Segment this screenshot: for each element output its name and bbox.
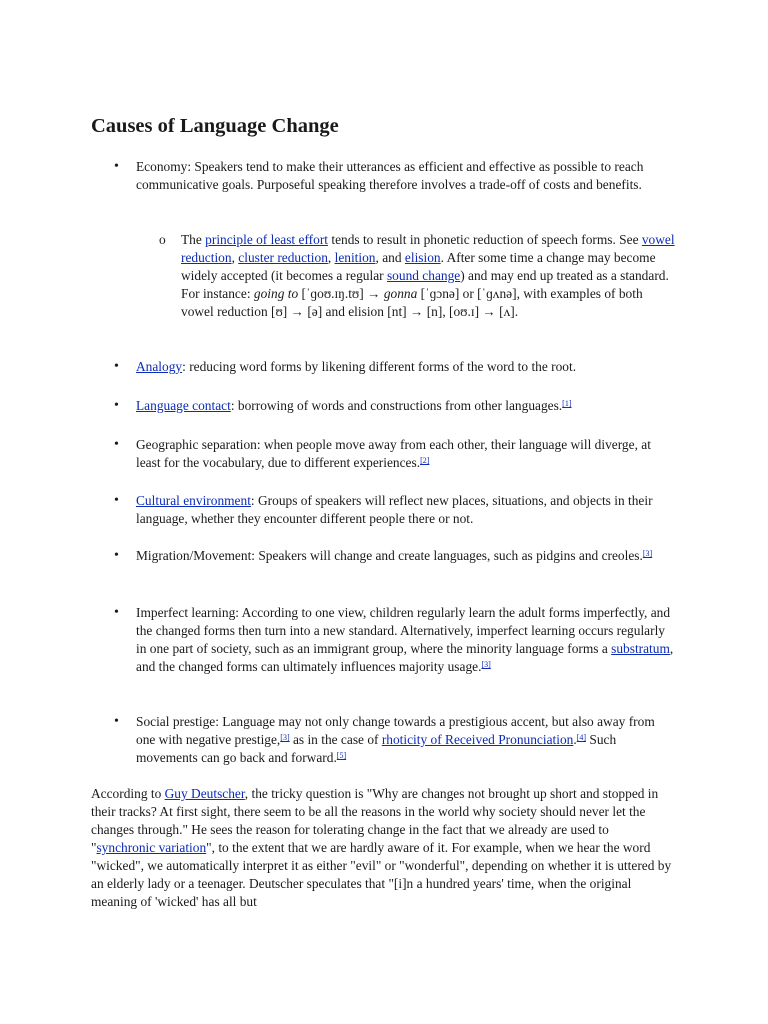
- prestige-text-2: as in the case of: [289, 732, 382, 747]
- sub-text-4: ) and may end up treated as a standard. For instance:: [181, 268, 669, 301]
- cultural-environment-link[interactable]: Cultural environment: [136, 493, 251, 508]
- example-going-to: going to: [253, 286, 299, 301]
- sub-sep-2: ,: [327, 250, 335, 265]
- footnote-ref-3[interactable]: [3]: [642, 549, 653, 558]
- substratum-link[interactable]: substratum: [611, 641, 670, 656]
- sub-list-item-least-effort: [159, 231, 676, 321]
- sub-sep-1: ,: [231, 250, 239, 265]
- footnote-ref-5[interactable]: [5]: [336, 751, 347, 760]
- footnote-ref-1[interactable]: [1]: [562, 399, 572, 408]
- page-title: Causes of Language Change: [91, 115, 339, 137]
- prestige-text-3: Such movements can go back and forward.: [136, 732, 617, 765]
- geographic-text: Geographic separation: when people move away from each other, their language will diverge, at least for the vocabulary, due to different experiences.: [136, 437, 651, 470]
- deutscher-text-3: ", to the extent that we are hardly aware of it. For example, when we hear the word "wicked", we automatically interpret it as either "evil" or "wonderful", depending on whether it is uttered by an elderly lady or a teenager. Deutscher speculates that "[i]n a hundred years' time, when the original meaning of 'wicked' has all but: [91, 840, 672, 909]
- sub-text-2: tends to result in phonetic reduction of speech forms. See: [328, 232, 642, 247]
- deutscher-text-1: According to: [91, 786, 165, 801]
- list-item-cultural: [136, 492, 676, 528]
- sub-text-3: . After some time a change may become widely accepted (it becomes a regular: [181, 250, 656, 283]
- list-item-language-contact: [136, 397, 676, 415]
- sub-text-6: [ˈɡɔnə] or [ˈɡʌnə], with examples of both vowel reduction [ʊ] → [ə] and elision [nt] → [n], [oʊ.ɪ] → [ʌ].: [181, 286, 643, 319]
- sub-text-5: [ˈɡoʊ.ɪŋ.tʊ] →: [298, 286, 384, 301]
- sound-change-link[interactable]: sound change: [386, 268, 461, 283]
- list-item-analogy: [136, 358, 676, 376]
- cluster-reduction-link[interactable]: cluster reduction: [238, 250, 328, 265]
- elision-link[interactable]: elision: [404, 250, 441, 265]
- sub-bullet-marker: o: [159, 232, 166, 247]
- rhoticity-link[interactable]: rhoticity of Received Pronunciation: [381, 732, 574, 747]
- imperfect-text-2: , and the changed forms can ultimately influences majority usage.: [136, 641, 674, 674]
- deutscher-text-2: , the tricky question is "Why are changes not brought up short and stopped in their tracks? At first sight, there seem to be all the reasons in the world why society should never let the changes through." He sees the reason for tolerating change in the fact that we already are used to ": [91, 786, 659, 855]
- list-item-economy: [136, 158, 676, 194]
- guy-deutscher-link[interactable]: Guy Deutscher: [164, 786, 245, 801]
- footnote-ref-2[interactable]: [2]: [420, 456, 430, 465]
- footnote-ref-3[interactable]: [3]: [280, 733, 290, 742]
- example-gonna: gonna: [383, 286, 418, 301]
- footnote-ref-3[interactable]: [3]: [481, 660, 491, 669]
- footnote-ref-4[interactable]: [4]: [576, 733, 587, 742]
- synchronic-variation-link[interactable]: synchronic variation: [96, 840, 207, 855]
- lenition-link[interactable]: lenition: [334, 250, 376, 265]
- analogy-link[interactable]: Analogy: [136, 359, 183, 374]
- sub-text-1: The: [181, 232, 206, 247]
- list-item-migration: [136, 547, 676, 565]
- list-item-geographic: [136, 436, 676, 472]
- language-contact-text: : borrowing of words and constructions from other languages.: [230, 398, 563, 413]
- least-effort-link[interactable]: principle of least effort: [205, 232, 328, 247]
- imperfect-text-1: Imperfect learning: According to one view, children regularly learn the adult forms imperfectly, and the changed forms then turn into a new standard. Alternatively, imperfect learning occurs regularly in one part of society, such as an immigrant group, where the minority language forms a: [136, 605, 671, 656]
- prestige-dot: .: [573, 732, 577, 747]
- deutscher-paragraph: [91, 785, 676, 911]
- vowel-reduction-link[interactable]: vowel reduction: [181, 232, 675, 265]
- cultural-text: : Groups of speakers will reflect new places, situations, and objects in their language, whether they encounter different people there or not.: [136, 493, 653, 526]
- economy-text: Economy: Speakers tend to make their utterances as efficient and effective as possible to reach communicative goals. Purposeful speaking therefore involves a trade-off of costs and benefits.: [136, 159, 644, 192]
- sub-sep-3: , and: [375, 250, 405, 265]
- list-item-social-prestige: [136, 713, 676, 767]
- list-item-imperfect-learning: [136, 604, 676, 676]
- language-contact-link[interactable]: Language contact: [136, 398, 231, 413]
- analogy-text: : reducing word forms by likening different forms of the word to the root.: [182, 359, 577, 374]
- prestige-text-1: Social prestige: Language may not only change towards a prestigious accent, but also away from one with negative prestige,: [136, 714, 655, 747]
- migration-text: Migration/Movement: Speakers will change and create languages, such as pidgins and creoles.: [136, 548, 643, 563]
